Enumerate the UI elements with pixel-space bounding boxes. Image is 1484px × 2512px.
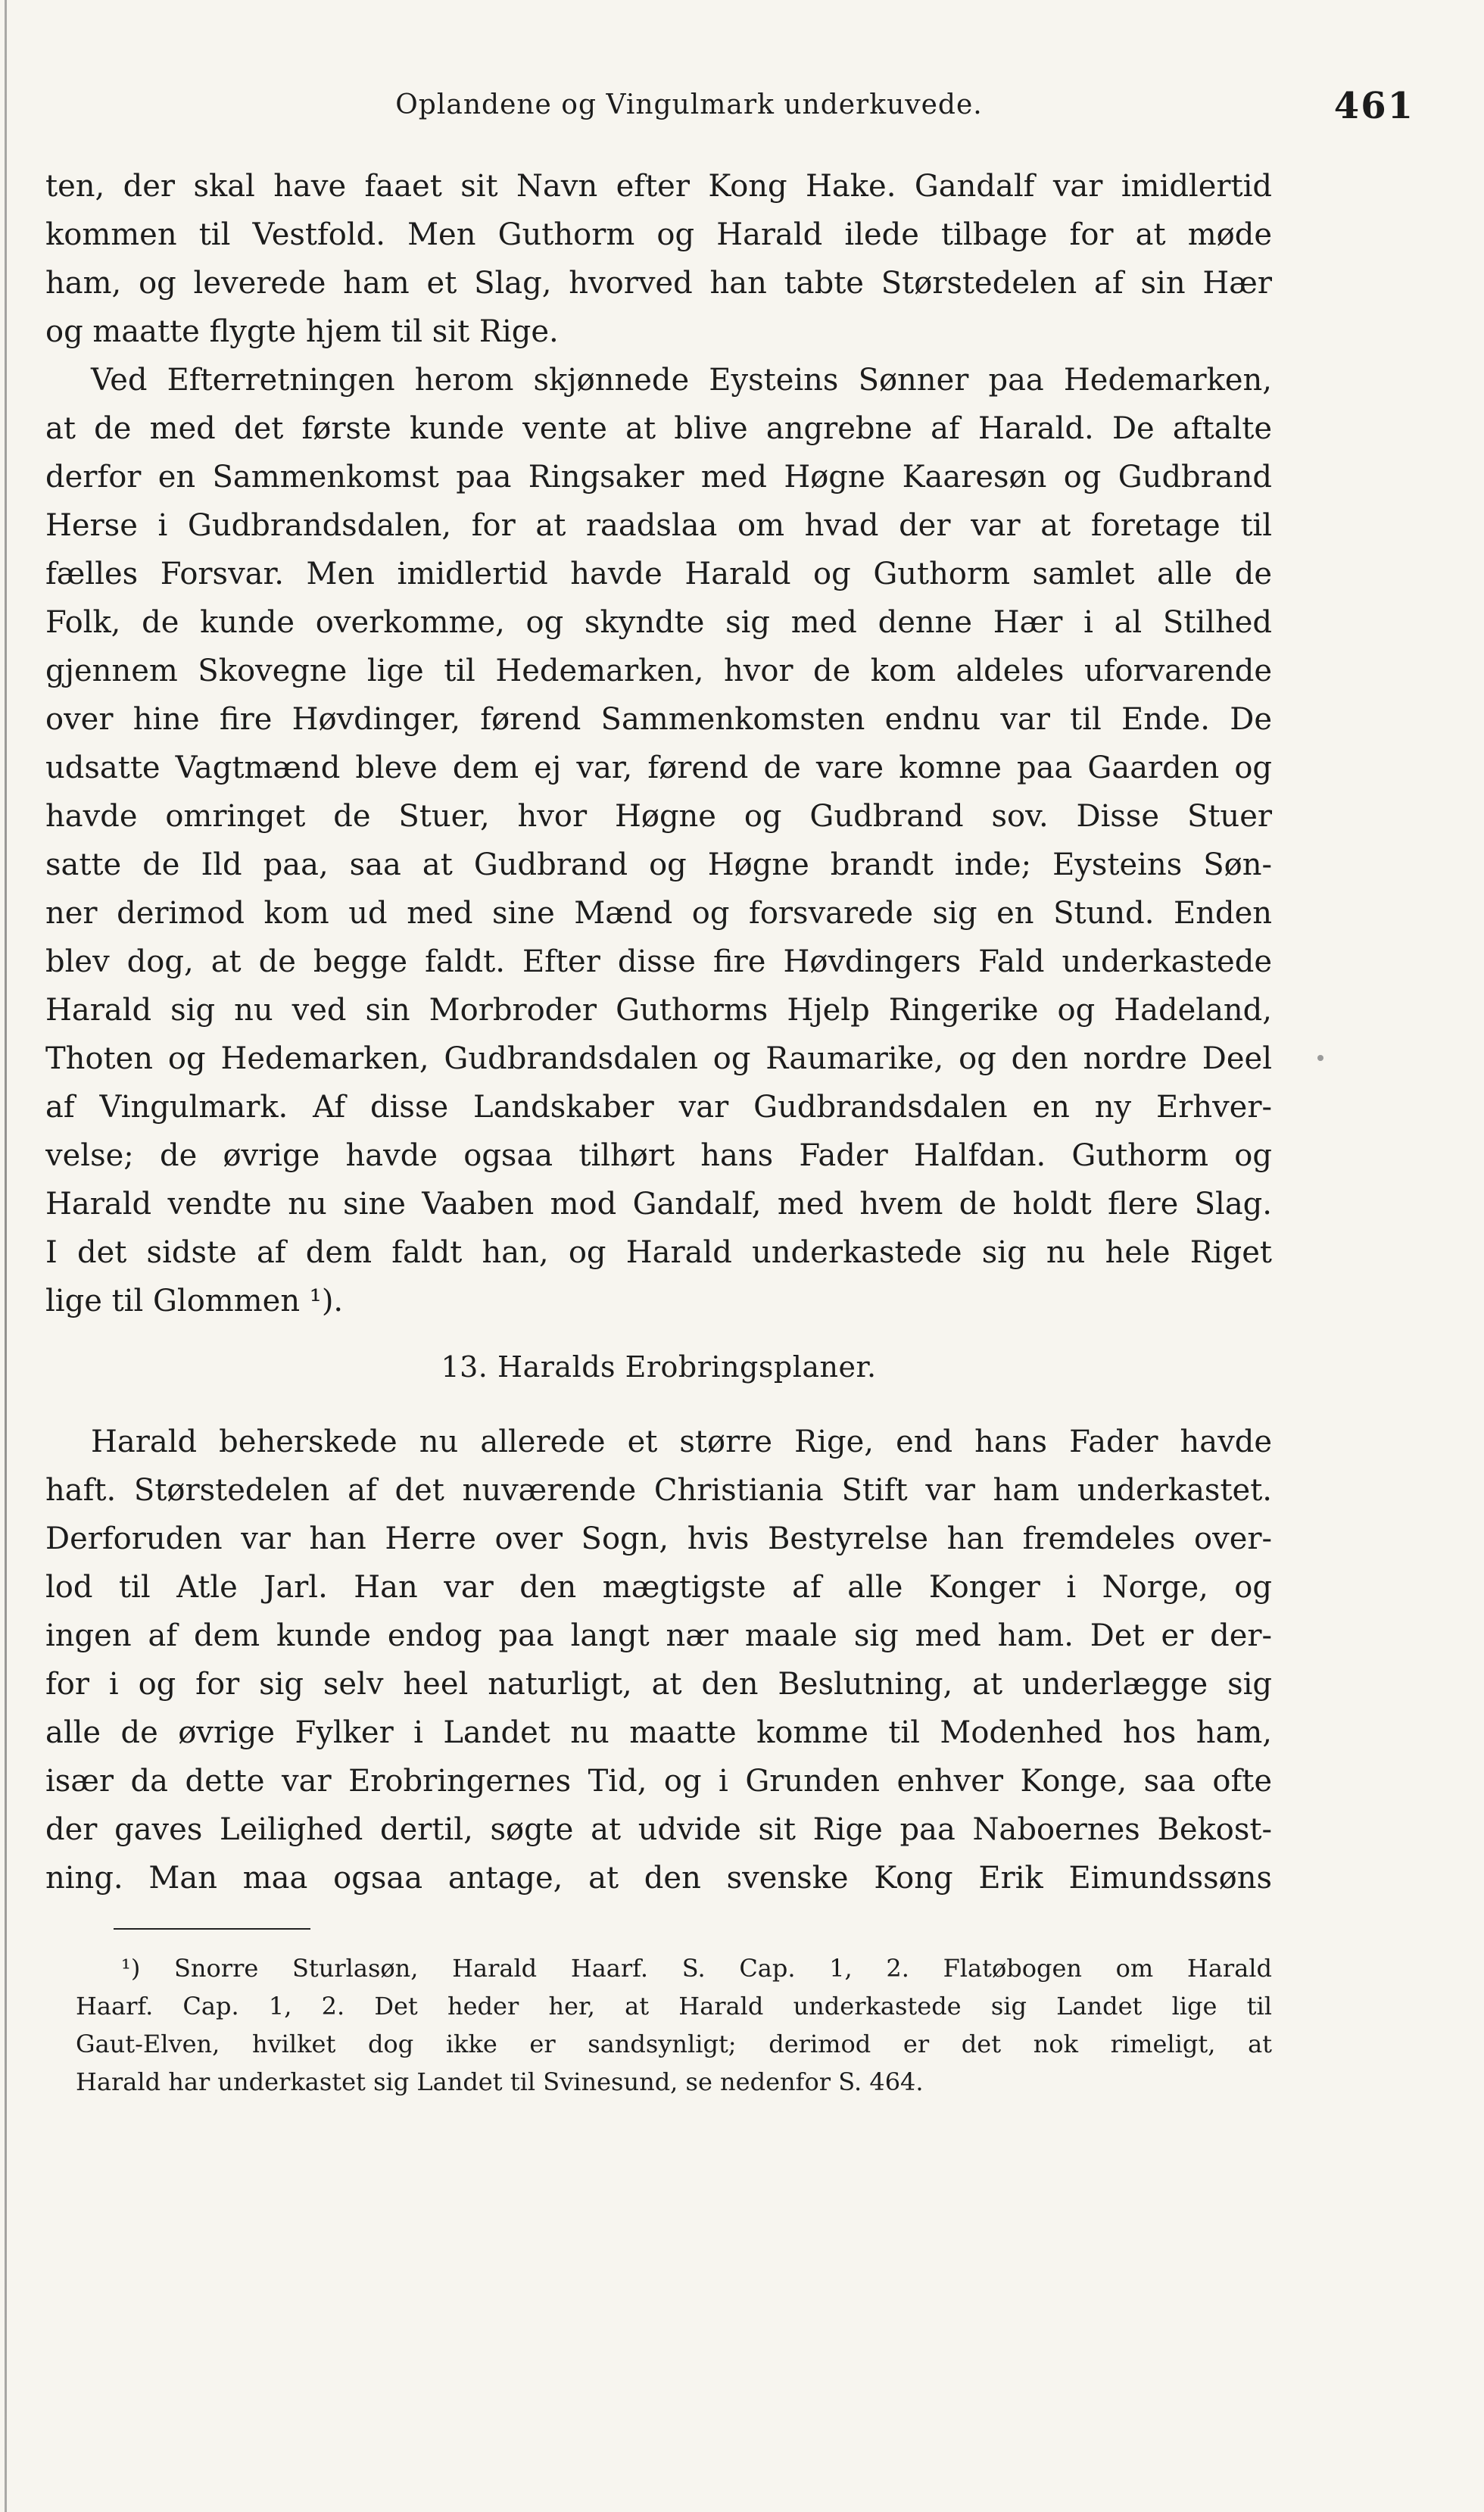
page-gutter-edge (5, 0, 7, 2512)
text-line: for i og for sig selv heel naturligt, at den Beslutning, at underlægge sig (45, 1667, 1272, 1702)
section-number: 13. (441, 1350, 488, 1384)
text-line: Harald sig nu ved sin Morbroder Guthorms Hjelp Ringerike og Hadeland, (45, 993, 1272, 1028)
text-line: Folk, de kunde overkomme, og skyndte sig med denne Hær i al Stilhed (45, 605, 1272, 640)
text-line: Harald beherskede nu allerede et større Rige, end hans Fader havde (91, 1425, 1272, 1459)
footnote-divider (114, 1928, 310, 1930)
text-line: lod til Atle Jarl. Han var den mægtigste af alle Konger i Norge, og (45, 1570, 1272, 1605)
text-line: og maatte flygte hjem til sit Rige. (45, 314, 559, 349)
text-line: udsatte Vagtmænd bleve dem ej var, førend de vare komne paa Gaarden og (45, 750, 1272, 785)
text-line: gjennem Skovegne lige til Hedemarken, hvor de kom aldeles uforvarende (45, 654, 1272, 688)
text-line: lige til Glommen ¹). (45, 1284, 344, 1318)
text-line: der gaves Leilighed dertil, søgte at udvide sit Rige paa Naboernes Bekost- (45, 1812, 1272, 1847)
text-line: Harald vendte nu sine Vaaben mod Gandalf, med hvem de holdt flere Slag. (45, 1187, 1272, 1222)
text-line: især da dette var Erobringernes Tid, og i Grunden enhver Konge, saa ofte (45, 1764, 1272, 1799)
text-line: ten, der skal have faaet sit Navn efter Kong Hake. Gandalf var imidlertid (45, 169, 1272, 204)
text-line: havde omringet de Stuer, hvor Høgne og Gudbrand sov. Disse Stuer (45, 799, 1272, 834)
paragraph-2 (45, 356, 1272, 1325)
text-line: ingen af dem kunde endog paa langt nær maale sig med ham. Det er der- (45, 1618, 1272, 1653)
paragraph-1 (45, 162, 1272, 356)
text-line: at de med det første kunde vente at blive angrebne af Harald. De aftalte (45, 411, 1272, 446)
page-number: 461 (1333, 85, 1414, 127)
ink-speck (1317, 1055, 1323, 1061)
text-line: kommen til Vestfold. Men Guthorm og Harald ilede tilbage for at møde (45, 217, 1272, 252)
footnote-line: Gaut-Elven, hvilket dog ikke er sandsynligt; derimod er det nok rimeligt, at (76, 2030, 1272, 2058)
text-line: fælles Forsvar. Men imidlertid havde Harald og Guthorm samlet alle de (45, 557, 1272, 591)
paragraph-3 (45, 1418, 1272, 1902)
footnote-line: ¹) Snorre Sturlasøn, Harald Haarf. S. Cap. 1, 2. Flatøbogen om Harald (121, 1954, 1272, 1983)
text-line: Herse i Gudbrandsdalen, for at raadslaa om hvad der var at foretage til (45, 508, 1272, 543)
text-line: blev dog, at de begge faldt. Efter disse fire Høvdingers Fald underkastede (45, 944, 1272, 979)
footnote-line: Haarf. Cap. 1, 2. Det heder her, at Harald underkastede sig Landet lige til (76, 1992, 1272, 2021)
text-line: ham, og leverede ham et Slag, hvorved han tabte Størstedelen af sin Hær (45, 266, 1272, 301)
text-line: af Vingulmark. Af disse Landskaber var Gudbrandsdalen en ny Erhver- (45, 1090, 1272, 1125)
footnote (45, 1949, 1272, 2101)
text-line: ning. Man maa ogsaa antage, at den svenske Kong Erik Eimundssøns (45, 1861, 1272, 1896)
text-line: I det sidste af dem faldt han, og Harald underkastede sig nu hele Riget (45, 1235, 1272, 1270)
text-line: satte de Ild paa, saa at Gudbrand og Høgne brandt inde; Eysteins Søn- (45, 847, 1272, 882)
body-text (45, 162, 1272, 2101)
text-line: alle de øvrige Fylker i Landet nu maatte komme til Modenhed hos ham, (45, 1715, 1272, 1750)
page-header (45, 85, 1439, 130)
section-heading (45, 1325, 1272, 1392)
footnote-line: Harald har underkastet sig Landet til Svinesund, se nedenfor S. 464. (76, 2067, 924, 2096)
text-line: haft. Størstedelen af det nuværende Christiania Stift var ham underkastet. (45, 1473, 1272, 1508)
text-line: Ved Efterretningen herom skjønnede Eysteins Sønner paa Hedemarken, (91, 363, 1272, 398)
section-title: Haralds Erobringsplaner. (497, 1350, 877, 1384)
text-line: Derforuden var han Herre over Sogn, hvis Bestyrelse han fremdeles over- (45, 1521, 1272, 1556)
text-line: ner derimod kom ud med sine Mænd og forsvarede sig en Stund. Enden (45, 896, 1272, 931)
running-title: Oplandene og Vingulmark underkuvede. (395, 89, 983, 120)
text-line: over hine fire Høvdinger, førend Sammenkomsten endnu var til Ende. De (45, 702, 1272, 737)
text-line: derfor en Sammenkomst paa Ringsaker med Høgne Kaaresøn og Gudbrand (45, 460, 1272, 495)
text-line: Thoten og Hedemarken, Gudbrandsdalen og Raumarike, og den nordre Deel (45, 1041, 1272, 1076)
text-line: velse; de øvrige havde ogsaa tilhørt hans Fader Halfdan. Guthorm og (45, 1138, 1272, 1173)
